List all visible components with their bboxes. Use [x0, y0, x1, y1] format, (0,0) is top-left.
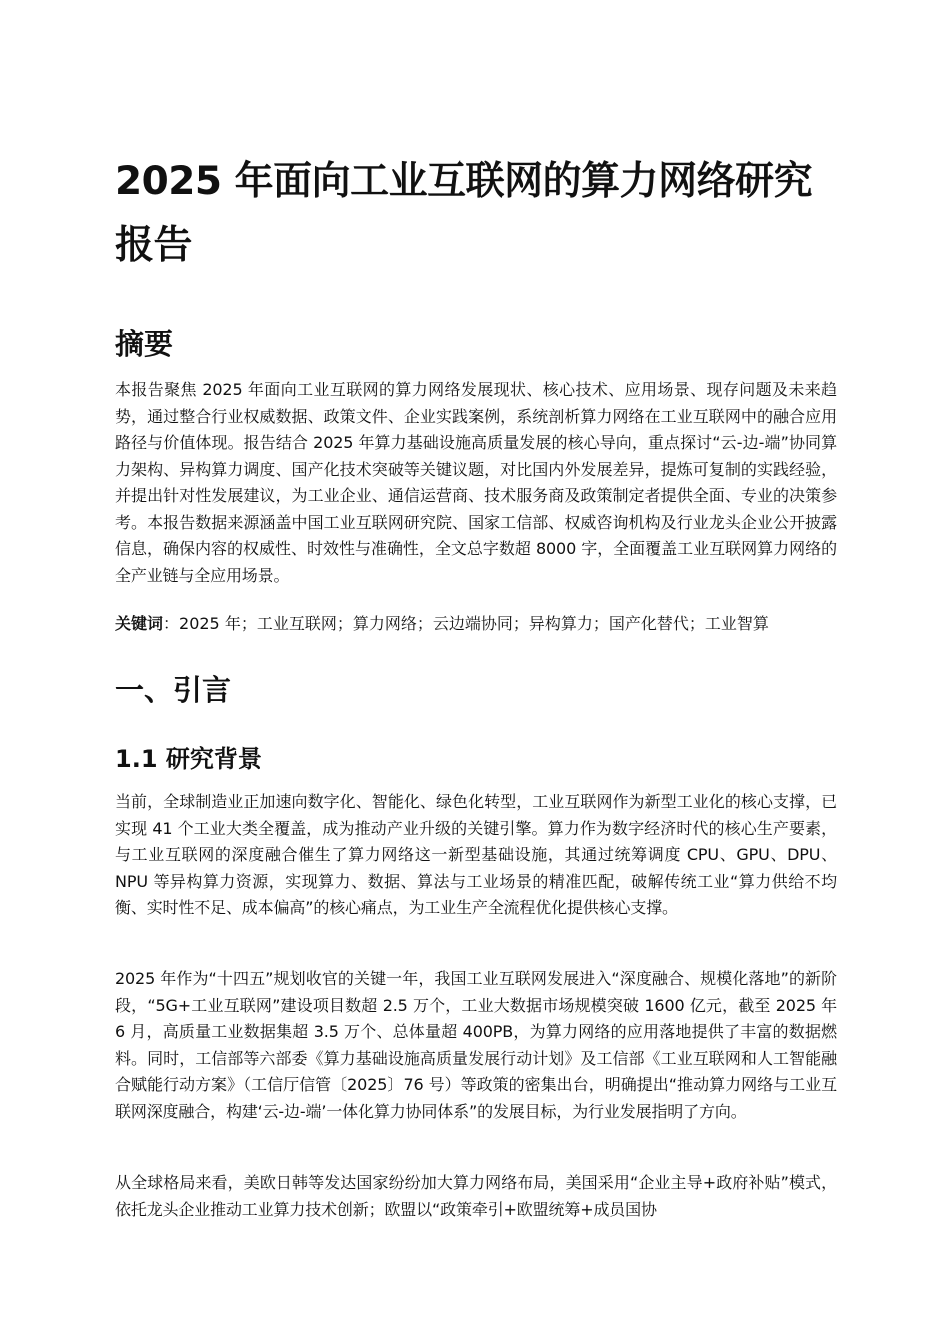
section-heading-introduction: 一、引言	[115, 673, 232, 707]
keywords-label: 关键词	[115, 614, 164, 633]
keywords-text: ：2025 年；工业互联网；算力网络；云边端协同；异构算力；国产化替代；工业智算	[163, 614, 769, 633]
document-title: 2025 年面向工业互联网的算力网络研究报告	[115, 159, 813, 268]
subsection-heading-background: 1.1 研究背景	[115, 745, 262, 773]
abstract-heading: 摘要	[115, 327, 174, 361]
body-paragraph: 当前，全球制造业正加速向数字化、智能化、绿色化转型，工业互联网作为新型工业化的核心支撑，已实现 41 个工业大类全覆盖，成为推动产业升级的关键引擎。算力作为数字经济时代的核心生产要素，与工业互联网的深度融合催生了算力网络这一新型基础设施，其通过统筹调度 CPU、GPU、DPU、NPU 等异构算力资源，实现算力、数据、算法与工业场景的精准匹配，破解传统工业“算力供给不均衡、实时性不足、成本偏高”的核心痛点，为工业生产全流程优化提供核心支撑。	[115, 792, 837, 917]
keywords-line	[115, 611, 837, 638]
body-paragraph: 2025 年作为“十四五”规划收官的关键一年，我国工业互联网发展进入“深度融合、规模化落地”的新阶段，“5G+工业互联网”建设项目数超 2.5 万个，工业大数据市场规模突破 1600 亿元，截至 2025 年 6 月，高质量工业数据集超 3.5 万个、总体量超 400PB，为算力网络的应用落地提供了丰富的数据燃料。同时，工信部等六部委《算力基础设施高质量发展行动计划》及工信部《工业互联网和人工智能融合赋能行动方案》（工信厅信管〔2025〕76 号）等政策的密集出台，明确提出“推动算力网络与工业互联网深度融合，构建‘云-边-端’一体化算力协同体系”的发展目标，为行业发展指明了方向。	[115, 969, 837, 1121]
abstract-body: 本报告聚焦 2025 年面向工业互联网的算力网络发展现状、核心技术、应用场景、现存问题及未来趋势，通过整合行业权威数据、政策文件、企业实践案例，系统剖析算力网络在工业互联网中的融合应用路径与价值体现。报告结合 2025 年算力基础设施高质量发展的核心导向，重点探讨“云-边-端”协同算力架构、异构算力调度、国产化技术突破等关键议题，对比国内外发展差异，提炼可复制的实践经验，并提出针对性发展建议，为工业企业、通信运营商、技术服务商及政策制定者提供全面、专业的决策参考。本报告数据来源涵盖中国工业互联网研究院、国家工信部、权威咨询机构及行业龙头企业公开披露信息，确保内容的权威性、时效性与准确性，全文总字数超 8000 字，全面覆盖工业互联网算力网络的全产业链与全应用场景。	[115, 380, 837, 585]
body-paragraph: 从全球格局来看，美欧日韩等发达国家纷纷加大算力网络布局，美国采用“企业主导+政府补贴”模式，依托龙头企业推动工业算力技术创新；欧盟以“政策牵引+欧盟统筹+成员国协	[115, 1173, 837, 1219]
